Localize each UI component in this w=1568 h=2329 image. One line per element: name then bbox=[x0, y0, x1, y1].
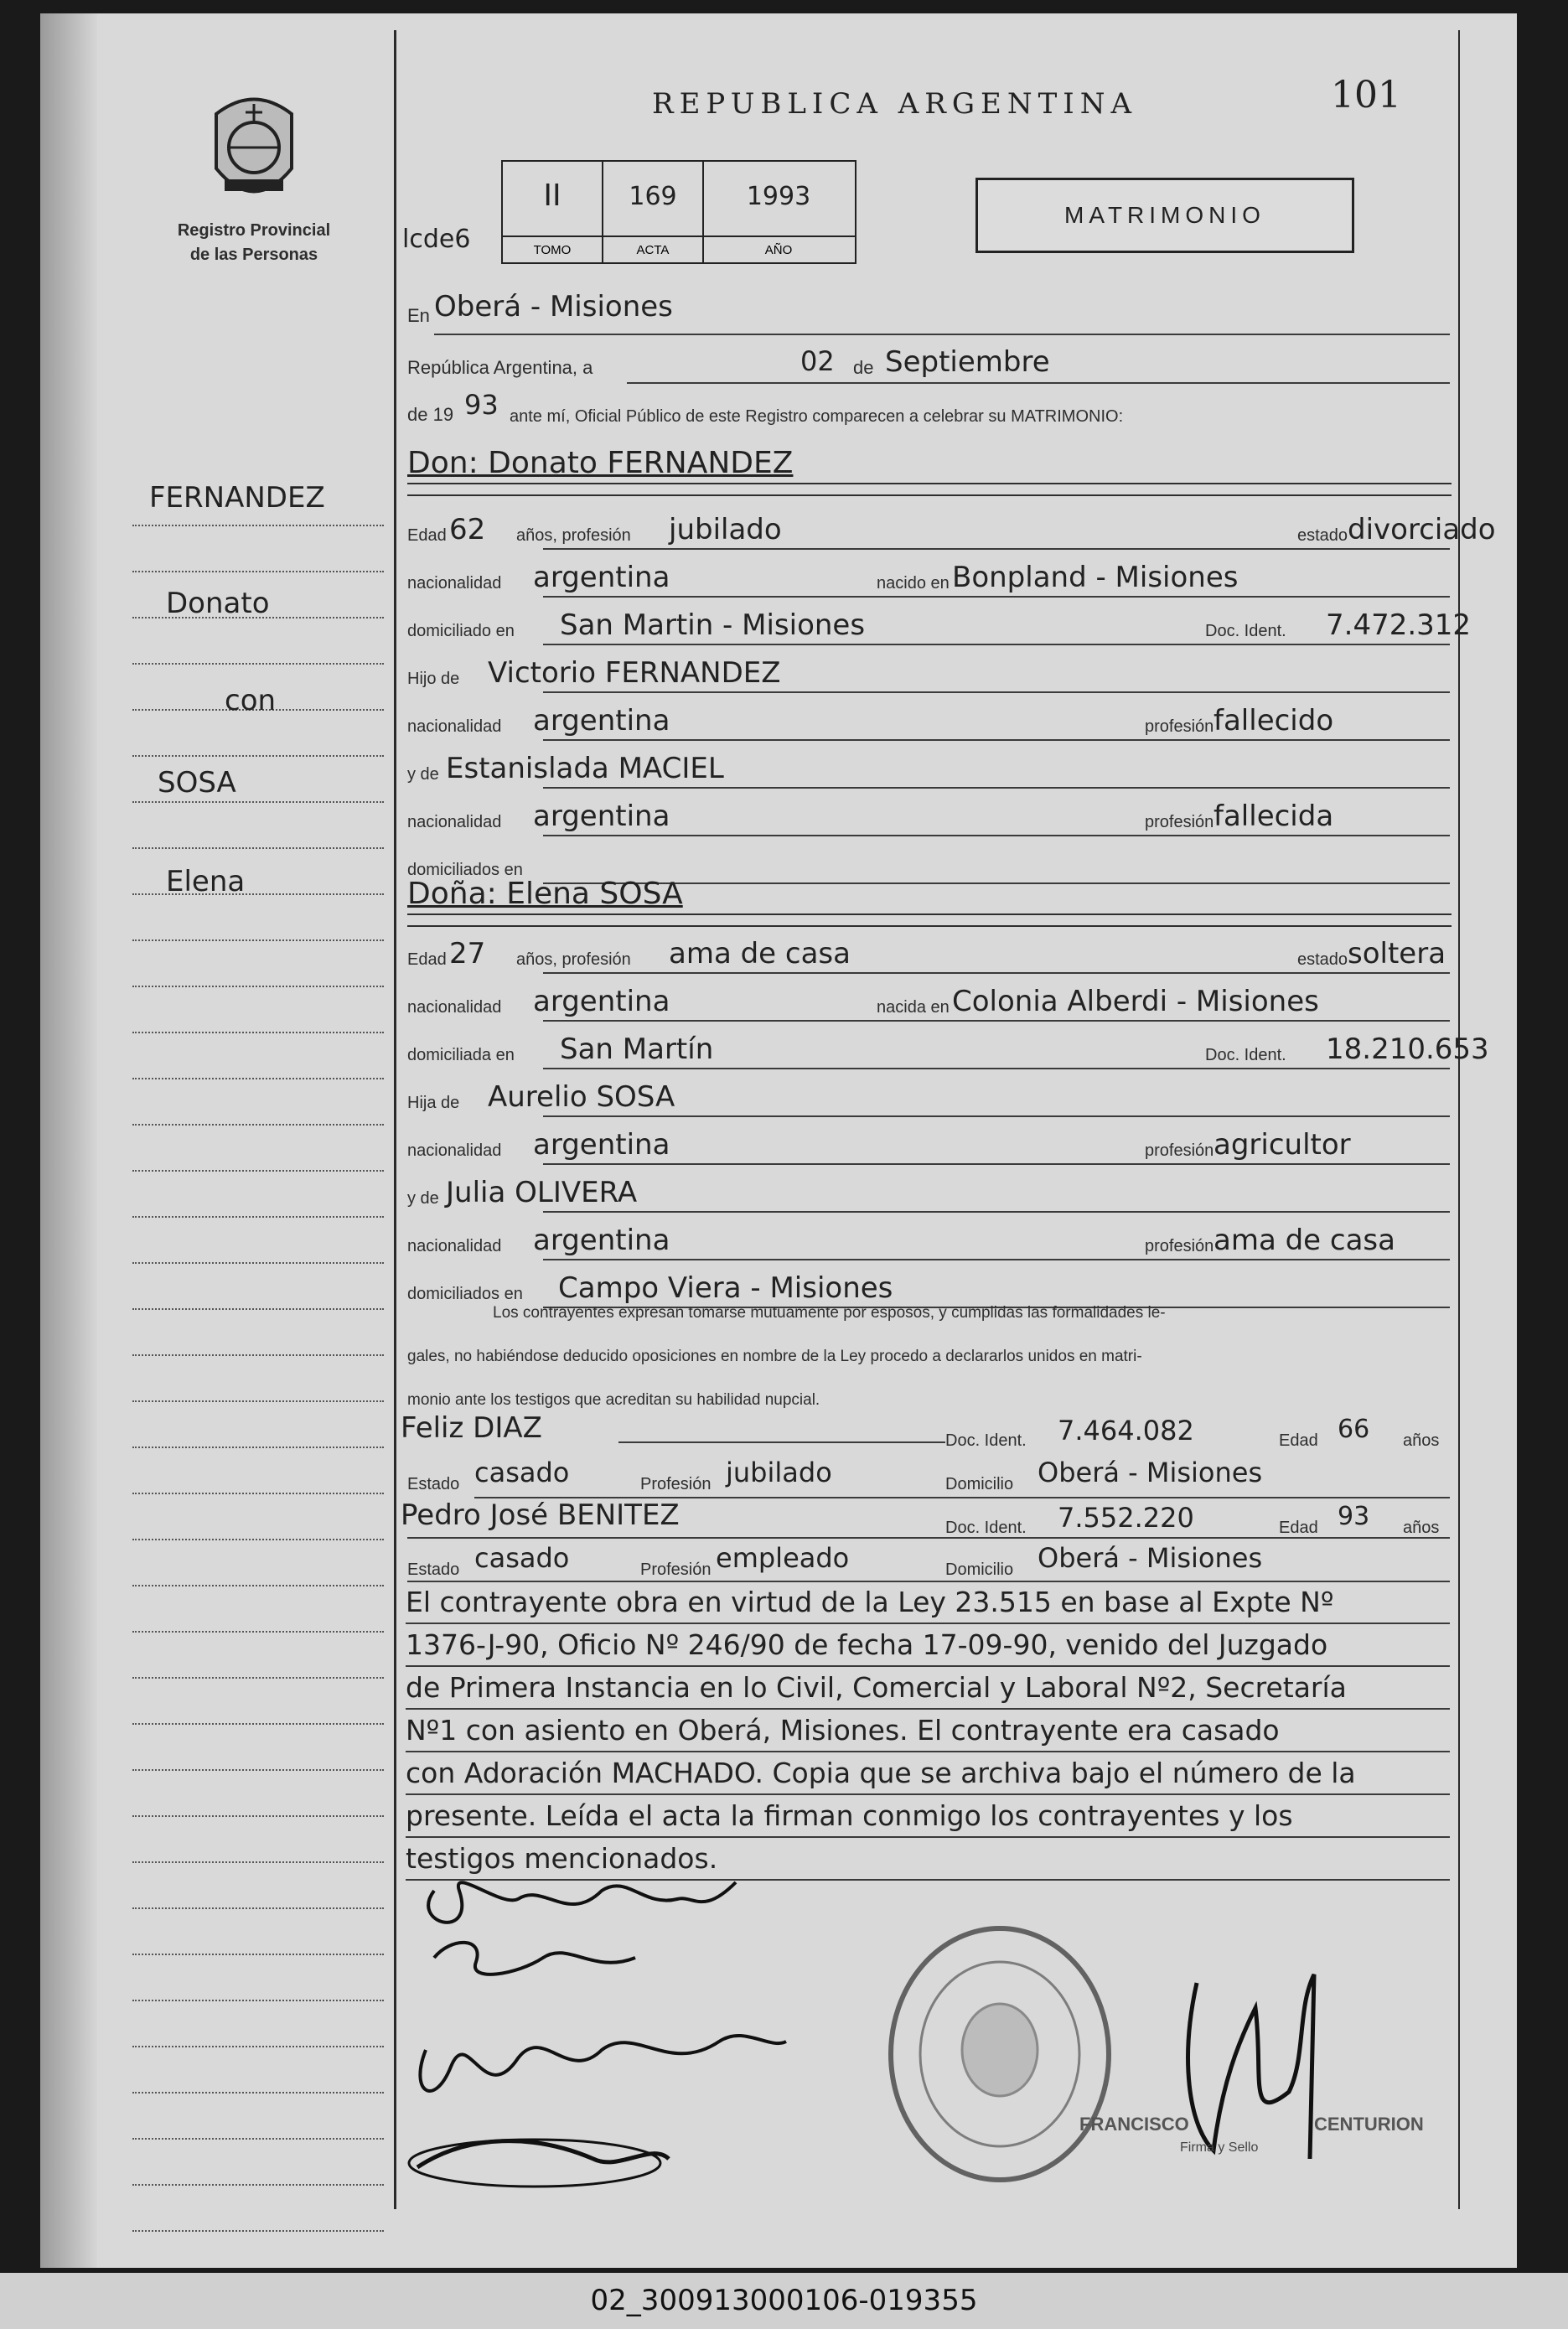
registry-name-line1: Registro Provincial bbox=[177, 221, 331, 240]
official-name-first: FRANCISCO bbox=[1079, 2114, 1189, 2135]
margin-ruled-line bbox=[132, 2138, 384, 2140]
fill-line bbox=[543, 1068, 1450, 1069]
witness1-estado-label: Estado bbox=[407, 1475, 460, 1493]
country-title: REPUBLICA ARGENTINA bbox=[652, 87, 1138, 121]
declaration-line-2: gales, no habiéndose deducido oposiciones en nombre de la Ley procedo a declararlos unidos en matri- bbox=[407, 1348, 1142, 1365]
groom-domicilio: San Martin - Misiones bbox=[560, 608, 866, 642]
bride-edad: 27 bbox=[449, 937, 486, 970]
groom-padre-nac-label: nacionalidad bbox=[407, 717, 502, 736]
bride-nacida: Colonia Alberdi - Misiones bbox=[952, 985, 1319, 1018]
margin-rule bbox=[394, 30, 396, 2209]
margin-ruled-line bbox=[132, 1032, 384, 1033]
fill-line bbox=[543, 1163, 1450, 1165]
bride-header: Doña: Elena SOSA bbox=[407, 877, 683, 911]
witness1-profesion: jubilado bbox=[726, 1457, 832, 1488]
margin-ruled-line bbox=[132, 2046, 384, 2047]
declaration-line-1: Los contrayentes expresan tomarse mutuamente por esposos, y cumplidas las formalidades le- bbox=[493, 1304, 1166, 1322]
note-rule bbox=[406, 1708, 1450, 1710]
acta-cell: 169 ACTA bbox=[603, 162, 704, 262]
note-rule bbox=[406, 1665, 1450, 1667]
bride-doc-label: Doc. Ident. bbox=[1205, 1046, 1286, 1064]
record-type-box: MATRIMONIO bbox=[975, 178, 1354, 253]
margin-ruled-line bbox=[132, 571, 384, 572]
margin-ruled-line bbox=[132, 1954, 384, 1955]
witness2-estado-label: Estado bbox=[407, 1560, 460, 1579]
fill-line bbox=[543, 1259, 1450, 1260]
page-number: 101 bbox=[1331, 74, 1401, 116]
margin-ruled-line bbox=[132, 1170, 384, 1172]
bride-profesion: ama de casa bbox=[669, 937, 851, 970]
note-rule bbox=[406, 1623, 1450, 1624]
fill-line bbox=[543, 644, 1450, 645]
margin-ruled-line bbox=[132, 2092, 384, 2094]
registry-name-line2: de las Personas bbox=[189, 246, 318, 264]
witness1-domicilio-label: Domicilio bbox=[945, 1475, 1014, 1493]
bride-madre-nac: argentina bbox=[533, 1224, 670, 1257]
bride-madre: Julia OLIVERA bbox=[446, 1176, 638, 1209]
groom-madre-prof: fallecida bbox=[1214, 800, 1334, 833]
margin-firstname-bride: Elena bbox=[166, 865, 246, 898]
anio-cell: 1993 AÑO bbox=[746, 182, 811, 257]
bride-padre-label: Hija de bbox=[407, 1094, 460, 1112]
margin-ruled-line bbox=[132, 1216, 384, 1218]
margin-surname-groom: FERNANDEZ bbox=[149, 481, 325, 515]
margin-ruled-line bbox=[132, 1308, 384, 1310]
place-label: En bbox=[407, 305, 430, 326]
groom-doc-label: Doc. Ident. bbox=[1205, 622, 1286, 640]
bride-nacionalidad-label: nacionalidad bbox=[407, 998, 502, 1017]
fill-line bbox=[543, 739, 1450, 741]
bride-padres-dom-label: domiciliados en bbox=[407, 1285, 523, 1303]
margin-conjunction: con bbox=[225, 684, 277, 717]
margin-ruled-line bbox=[132, 1539, 384, 1540]
note-line: El contrayente obra en virtud de la Ley 23.515 en base al Expte Nº bbox=[406, 1586, 1334, 1618]
bride-anos-profesion-label: años, profesión bbox=[516, 950, 631, 969]
witness2-domicilio-label: Domicilio bbox=[945, 1560, 1014, 1579]
bride-domicilio: San Martín bbox=[560, 1033, 714, 1066]
margin-ruled-line bbox=[132, 986, 384, 987]
fill-line bbox=[543, 1115, 1450, 1117]
fill-line bbox=[543, 1211, 1450, 1213]
note-line: presente. Leída el acta la firman conmigo los contrayentes y los bbox=[406, 1799, 1293, 1832]
witness2-estado: casado bbox=[474, 1542, 570, 1574]
margin-ruled-line bbox=[132, 1723, 384, 1725]
margin-ruled-line bbox=[132, 1769, 384, 1771]
margin-ruled-line bbox=[132, 1861, 384, 1863]
margin-ruled-line bbox=[132, 1493, 384, 1494]
bride-padre-prof-label: profesión bbox=[1145, 1141, 1214, 1160]
groom-header: Don: Donato FERNANDEZ bbox=[407, 446, 794, 480]
fill-line bbox=[543, 835, 1450, 836]
witness1-estado: casado bbox=[474, 1457, 570, 1488]
groom-nacionalidad: argentina bbox=[533, 561, 670, 594]
margin-ruled-line bbox=[132, 1585, 384, 1586]
witness1-edad-label: Edad bbox=[1279, 1431, 1318, 1450]
date-day: 02 bbox=[800, 345, 835, 377]
right-rule bbox=[1458, 30, 1460, 2209]
witness2-profesion-label: Profesión bbox=[640, 1560, 712, 1579]
groom-madre-nac-label: nacionalidad bbox=[407, 813, 502, 831]
witness1-anos: años bbox=[1403, 1431, 1440, 1450]
record-ref-table bbox=[501, 160, 856, 264]
witness1-name: Feliz DIAZ bbox=[401, 1411, 542, 1445]
margin-ruled-line bbox=[132, 847, 384, 849]
tomo-cell: II TOMO bbox=[503, 162, 603, 262]
note-line: de Primera Instancia en lo Civil, Comercial y Laboral Nº2, Secretaría bbox=[406, 1671, 1347, 1704]
fill-line bbox=[543, 548, 1450, 550]
bride-estado: soltera bbox=[1348, 937, 1446, 970]
groom-estado-label: estado bbox=[1297, 526, 1348, 545]
bride-padre-nac: argentina bbox=[533, 1128, 670, 1162]
date-year-suffix: 93 bbox=[464, 389, 499, 421]
bride-nacionalidad: argentina bbox=[533, 985, 670, 1018]
note-line: 1376-J-90, Oficio Nº 246/90 de fecha 17-09-90, venido del Juzgado bbox=[406, 1628, 1328, 1661]
margin-ruled-line bbox=[132, 801, 384, 803]
margin-ruled-line bbox=[132, 939, 384, 941]
margin-ruled-line bbox=[132, 1124, 384, 1126]
groom-madre-label: y de bbox=[407, 765, 439, 784]
margin-ruled-line bbox=[132, 1262, 384, 1264]
bride-domicilio-label: domiciliada en bbox=[407, 1046, 515, 1064]
margin-ruled-line bbox=[132, 1907, 384, 1909]
groom-padre-prof: fallecido bbox=[1214, 704, 1334, 738]
groom-padre-nac: argentina bbox=[533, 704, 670, 738]
witness2-anos: años bbox=[1403, 1519, 1440, 1537]
margin-ruled-line bbox=[132, 1400, 384, 1402]
margin-ruled-line bbox=[132, 2184, 384, 2186]
witness1-doc-label: Doc. Ident. bbox=[945, 1431, 1027, 1450]
official-name-last: CENTURION bbox=[1314, 2114, 1424, 2135]
register-page bbox=[40, 13, 1517, 2268]
note-line: testigos mencionados. bbox=[406, 1842, 718, 1875]
bride-doc: 18.210.653 bbox=[1326, 1033, 1489, 1066]
witness1-profesion-label: Profesión bbox=[640, 1475, 712, 1493]
bride-madre-prof-label: profesión bbox=[1145, 1237, 1214, 1255]
margin-ruled-line bbox=[132, 1078, 384, 1079]
witness2-domicilio: Oberá - Misiones bbox=[1038, 1542, 1263, 1574]
groom-nacido: Bonpland - Misiones bbox=[952, 561, 1239, 594]
file-id-footer: 02_300913000106-019355 bbox=[0, 2273, 1568, 2329]
record-prefix: lcde6 bbox=[402, 225, 471, 254]
fill-line bbox=[543, 596, 1450, 598]
coat-of-arms-icon bbox=[199, 89, 308, 215]
margin-surname-bride: SOSA bbox=[158, 766, 236, 800]
groom-estado: divorciado bbox=[1348, 513, 1496, 546]
groom-edad-label: Edad bbox=[407, 526, 447, 545]
declaration-line-3: monio ante los testigos que acreditan su habilidad nupcial. bbox=[407, 1391, 820, 1409]
note-line: Nº1 con asiento en Oberá, Misiones. El contrayente era casado bbox=[406, 1714, 1280, 1747]
margin-ruled-line bbox=[132, 1815, 384, 1817]
bride-estado-label: estado bbox=[1297, 950, 1348, 969]
groom-madre-nac: argentina bbox=[533, 800, 670, 833]
bride-padres-dom: Campo Viera - Misiones bbox=[558, 1271, 893, 1305]
margin-ruled-line bbox=[132, 525, 384, 526]
place-value: Oberá - Misiones bbox=[434, 290, 673, 323]
groom-signature bbox=[434, 1857, 442, 1858]
margin-ruled-line bbox=[132, 663, 384, 665]
witness1-doc: 7.464.082 bbox=[1058, 1415, 1194, 1447]
witness2-doc: 7.552.220 bbox=[1058, 1502, 1194, 1534]
witness2-profesion: empleado bbox=[716, 1542, 850, 1574]
witness2-edad: 93 bbox=[1338, 1502, 1370, 1531]
groom-profesion: jubilado bbox=[669, 513, 782, 546]
witness1-domicilio: Oberá - Misiones bbox=[1038, 1457, 1263, 1488]
bride-madre-prof: ama de casa bbox=[1214, 1224, 1395, 1257]
groom-nacido-label: nacido en bbox=[877, 574, 950, 593]
date-statement: ante mí, Oficial Público de este Registro comparecen a celebrar su MATRIMONIO: bbox=[510, 407, 1124, 426]
note-line: con Adoración MACHADO. Copia que se archiva bajo el número de la bbox=[406, 1757, 1356, 1789]
bride-signature bbox=[434, 1958, 439, 1959]
bride-madre-label: y de bbox=[407, 1189, 439, 1208]
official-seal-icon bbox=[878, 1916, 1121, 2192]
note-rule bbox=[406, 1836, 1450, 1838]
bride-padre: Aurelio SOSA bbox=[488, 1080, 675, 1114]
bride-padre-nac-label: nacionalidad bbox=[407, 1141, 502, 1160]
groom-padre-label: Hijo de bbox=[407, 670, 460, 688]
margin-ruled-line bbox=[132, 1354, 384, 1356]
witness1-edad: 66 bbox=[1338, 1415, 1370, 1444]
margin-ruled-line bbox=[132, 2230, 384, 2232]
margin-ruled-line bbox=[132, 2000, 384, 2001]
party-signatures bbox=[401, 1857, 820, 2209]
bride-padre-prof: agricultor bbox=[1214, 1128, 1351, 1162]
bride-nacida-label: nacida en bbox=[877, 998, 950, 1017]
date-month: Septiembre bbox=[885, 345, 1050, 379]
groom-edad: 62 bbox=[449, 513, 486, 546]
witness2-name: Pedro José BENITEZ bbox=[401, 1498, 680, 1532]
margin-ruled-line bbox=[132, 1447, 384, 1448]
witness2-doc-label: Doc. Ident. bbox=[945, 1519, 1027, 1537]
witness2-edad-label: Edad bbox=[1279, 1519, 1318, 1537]
binding-shadow bbox=[40, 13, 97, 2268]
groom-padre-prof-label: profesión bbox=[1145, 717, 1214, 736]
groom-anos-profesion-label: años, profesión bbox=[516, 526, 631, 545]
margin-ruled-line bbox=[132, 1631, 384, 1633]
official-caption: Firma y Sello bbox=[1180, 2140, 1259, 2155]
groom-nacionalidad-label: nacionalidad bbox=[407, 574, 502, 593]
date-de-label: de bbox=[853, 357, 874, 378]
margin-ruled-line bbox=[132, 1677, 384, 1679]
note-rule bbox=[406, 1793, 1450, 1795]
groom-padres-dom-label: domiciliados en bbox=[407, 861, 523, 879]
margin-firstname-groom: Donato bbox=[166, 587, 270, 620]
groom-madre: Estanislada MACIEL bbox=[446, 752, 724, 785]
fill-line bbox=[543, 691, 1450, 693]
note-rule bbox=[406, 1751, 1450, 1752]
fill-line bbox=[543, 972, 1450, 974]
groom-domicilio-label: domiciliado en bbox=[407, 622, 515, 640]
date-year-prefix: de 19 bbox=[407, 404, 454, 425]
groom-doc: 7.472.312 bbox=[1326, 608, 1472, 642]
bride-madre-nac-label: nacionalidad bbox=[407, 1237, 502, 1255]
groom-padre: Victorio FERNANDEZ bbox=[488, 656, 781, 690]
groom-madre-prof-label: profesión bbox=[1145, 813, 1214, 831]
fill-line bbox=[543, 787, 1450, 789]
date-label: República Argentina, a bbox=[407, 357, 593, 378]
bride-edad-label: Edad bbox=[407, 950, 447, 969]
fill-line bbox=[543, 1020, 1450, 1022]
margin-ruled-line bbox=[132, 755, 384, 757]
